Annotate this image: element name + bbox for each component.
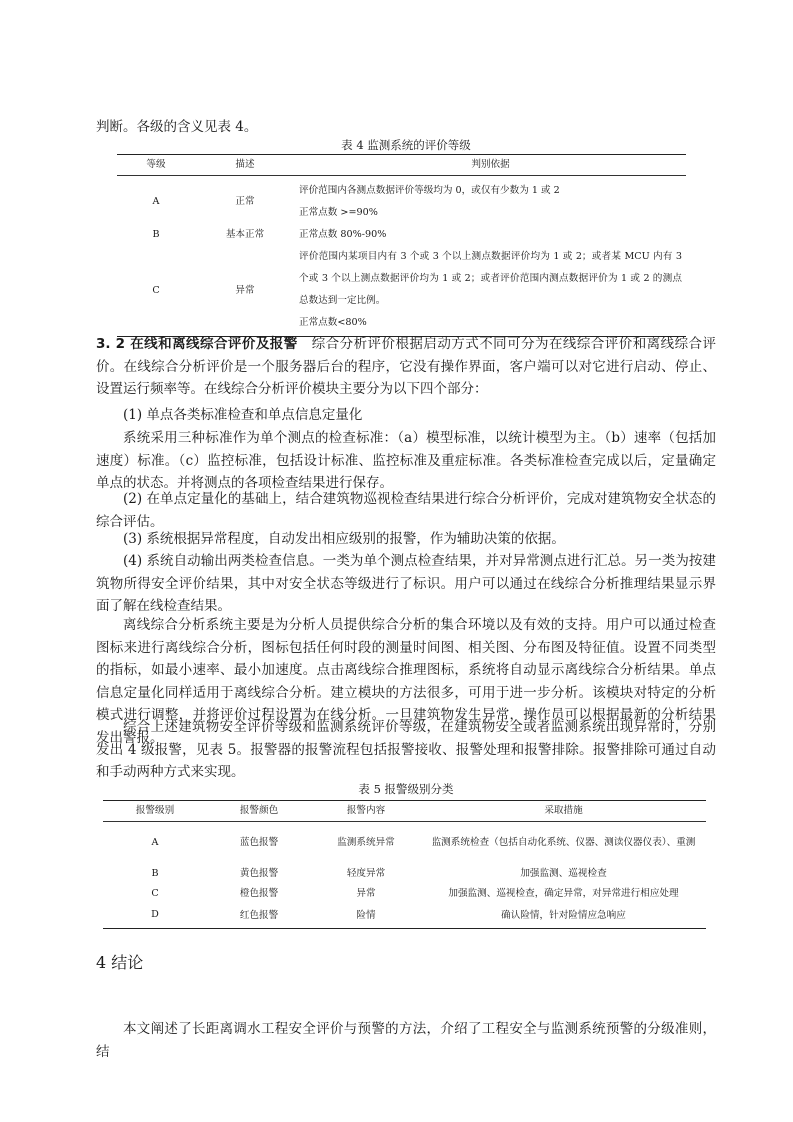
table-row	[103, 822, 706, 865]
table4-criteria-line: 评价范围内某项目内有 3 个或 3 个以上测点数据评价均为 1 或 2；或者某 MCU 内有 3 个或 3 个以上测点数据评价均为 1 或 2；或者评价范围内测点数据评价为 1 或 2 的测点总数达到一定比例。	[299, 251, 682, 306]
section-3-2-paragraph	[96, 333, 716, 401]
table5-header-action: 采取措施	[421, 801, 706, 822]
table4-header-criteria: 判别依据	[295, 155, 686, 176]
list-item-4: (4) 系统自动输出两类检查信息。一类为单个测点检查结果，并对异常测点进行汇总。另一类为按建筑物所得安全评价结果，其中对安全状态等级进行了标识。用户可以通过在线综合分析推理结果显示界面了解在线检查结果。	[96, 553, 716, 615]
table4-header-desc: 描述	[195, 155, 295, 176]
table5-color: 黄色报警	[239, 868, 279, 879]
table4-criteria-line: 评价范围内各测点数据评价等级均为 0，或仅有少数为 1 或 2	[299, 185, 560, 196]
table5-level: B	[151, 868, 159, 879]
table4-desc: 异常	[235, 285, 255, 296]
table-row	[117, 176, 686, 225]
table5	[103, 800, 706, 929]
table5-color: 橙色报警	[239, 888, 279, 899]
table4-criteria-line: 正常点数 80%-90%	[299, 229, 387, 240]
offline-paragraph: 离线综合分析系统主要是为分析人员提供综合分析的集合环境以及有效的支持。用户可以通过检查图标来进行离线综合分析，图标包括任何时段的测量时间图、相关图、分布图及特征值。设置不同类型的指标，如最小速率、最小加速度。点击离线综合推理图标，系统将自动显示离线综合分析结果。单点信息定量化同样适用于离线综合分析。建立模块的方法很多，可用于进一步分析。该模块对特定的分析模式进行调整，并将评价过程设置为在线分析。一旦建筑物发生异常，操作员可以根据最新的分析结果发出警报。	[96, 617, 716, 746]
list-item-2: (2) 在单点定量化的基础上，结合建筑物巡视检查结果进行综合分析评价，完成对建筑物安全状态的综合评估。	[96, 491, 716, 530]
table4-header-row	[117, 155, 686, 176]
table-row	[117, 224, 686, 246]
table5-header-row	[103, 801, 706, 822]
table5-action: 加强监测、巡视检查	[520, 868, 607, 879]
table4-desc: 正常	[235, 196, 255, 207]
conclusion-paragraph: 本文阐述了长距离调水工程安全评价与预警的方法，介绍了工程安全与监测系统预警的分级准则，结	[96, 1021, 716, 1060]
section-4-heading: 4 结论	[96, 953, 144, 972]
table4-desc: 基本正常	[225, 229, 265, 240]
table5-caption: 表 5 报警级别分类	[358, 782, 454, 796]
intro-line: 判断。各级的含义见表 4。	[96, 119, 258, 135]
table4-criteria-line: 正常点数 >=90%	[299, 207, 378, 218]
table5-header-content: 报警内容	[311, 801, 421, 822]
table5-level: A	[151, 837, 159, 848]
table5-content: 轻度异常	[346, 868, 386, 879]
table4	[117, 154, 686, 337]
table-row	[103, 864, 706, 884]
table-row	[103, 884, 706, 904]
table5-level: D	[151, 909, 159, 920]
table5-header-level: 报警级别	[103, 801, 207, 822]
table5-color: 蓝色报警	[239, 837, 279, 848]
list-item-3: (3) 系统根据异常程度，自动发出相应级别的报警，作为辅助决策的依据。	[123, 531, 565, 547]
table4-header-grade: 等级	[117, 155, 195, 176]
table4-grade: C	[152, 285, 160, 296]
table5-level: C	[151, 888, 159, 899]
table-row	[103, 904, 706, 929]
table5-content: 险情	[356, 910, 376, 921]
table5-action: 加强监测、巡视检查，确定异常，对异常进行相应处理	[448, 888, 679, 899]
table5-action: 确认险情，针对险情应急响应	[501, 910, 626, 921]
table4-criteria-line: 正常点数<80%	[299, 317, 367, 328]
table5-color: 红色报警	[239, 910, 279, 921]
section-3-2-heading: 3. 2 在线和离线综合评价及报警	[96, 336, 298, 352]
table-row	[117, 246, 686, 337]
table5-content: 监测系统异常	[337, 837, 395, 848]
summary-paragraph: 综合上述建筑物安全评价等级和监测系统评价等级，在建筑物安全或者监测系统出现异常时，分别发出 4 级报警，见表 5。报警器的报警流程包括报警接收、报警处理和报警排除。报警排除可通过自动和手动两种方式来实现。	[96, 719, 716, 781]
table4-grade: B	[152, 229, 160, 240]
table4-caption: 表 4 监测系统的评价等级	[341, 138, 471, 152]
list-item-1: (1) 单点各类标准检查和单点信息定量化	[123, 407, 363, 423]
section-3-2-lead: 综合分析评价根据启动方式不同可分为在线综合评价和离线综合评价。在线综合分析评价是一个服务器后台的程序，它没有操作界面，客户端可以对它进行启动、停止、设置运行频率等。在线综合分析评价模块主要分为以下四个部分：	[96, 336, 717, 398]
table4-grade: A	[152, 196, 160, 207]
list-item-1-body: 系统采用三种标准作为单个测点的检查标准：（a）模型标准，以统计模型为主。（b）速率（包括加速度）标准。（c）监控标准，包括设计标准、监控标准及重症标准。各类标准检查完成以后，定量确定单点的状态。并将测点的各项检查结果进行保存。	[96, 430, 716, 492]
table5-content: 异常	[356, 888, 376, 899]
table5-action: 监测系统检查（包括自动化系统、仪器、测读仪器仪表）、重测	[431, 837, 696, 848]
table5-header-color: 报警颜色	[207, 801, 311, 822]
